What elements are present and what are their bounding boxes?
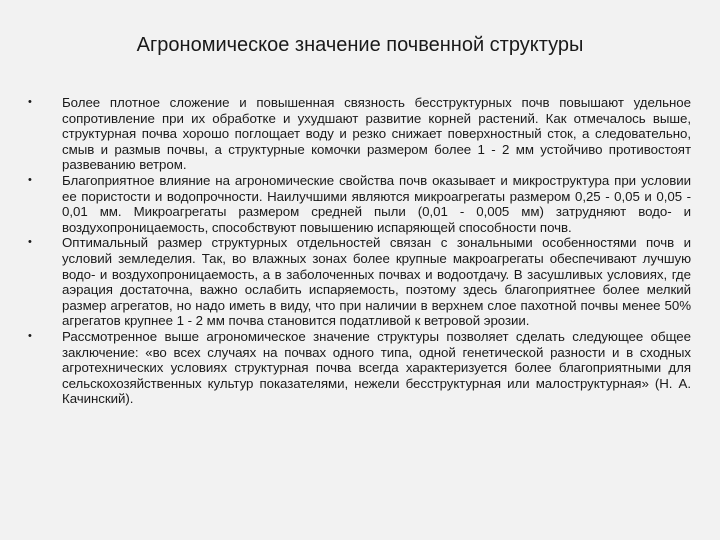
bullet-item <box>28 329 691 407</box>
bullet-text: Благоприятное влияние на агрономические свойства почв оказывает и микроструктура при условии ее пористости и водопрочности. Наилучшими являются микроагрегаты размером 0,25 - 0,05 и 0,05 - 0,01 мм. Микроагрегаты размером средней пыли (0,01 - 0,005 мм) затрудняют водо- и воздухопроницаемость, способствуют повышению испаряющей способности почв. <box>62 172 691 235</box>
bullet-item <box>28 173 691 235</box>
bullet-dot-icon: • <box>28 96 32 108</box>
bullet-text: Более плотное сложение и повышенная связность бесструктурных почв повышают удельное сопротивление при их обработке и ухудшают развитие корней растений. Как отмечалось выше, структурная почва хорошо поглощает воду и резко снижает поверхностный сток, а следовательно, смыв и размыв почвы, а структурные комочки размером более 1 - 2 мм устойчиво противостоят развеванию ветром. <box>62 95 691 173</box>
bullet-dot-icon: • <box>28 173 32 186</box>
bullet-dot-icon: • <box>28 236 32 249</box>
bullet-text: Оптимальный размер структурных отдельностей связан с зональными особенностями почв и условий земледелия. Так, во влажных зонах более крупные макроагрегаты обеспечивают лучшую водо- и воздухопроницаемость, а в заболоченных почвах и водоотдачу. В засушливых условиях, где аэрация достаточна, важно ослабить испаряемость, поэтому здесь благоприятнее более мелкий размер агрегатов, но надо иметь в виду, что при наличии в верхнем слое пахотной почвы менее 50% агрегатов крупнее 1 - 2 мм почва становится податливой к ветровой эрозии. <box>62 235 691 329</box>
bullet-dot-icon: • <box>28 329 32 342</box>
slide-title: Агрономическое значение почвенной структуры <box>136 34 584 56</box>
bullet-item <box>28 95 691 173</box>
bullet-list <box>28 95 691 407</box>
bullet-text: Рассмотренное выше агрономическое значение структуры позволяет сделать следующее общее заключение: «во всех случаях на почвах одного типа, одной генетической разности и в сходных агротехнических условиях структурная почва всегда характеризуется более благоприятными для сельскохозяйственных культур показателями, нежели бесструктурная или малоструктурная» (Н. А. Качинский). <box>62 328 691 407</box>
bullet-item <box>28 235 691 329</box>
